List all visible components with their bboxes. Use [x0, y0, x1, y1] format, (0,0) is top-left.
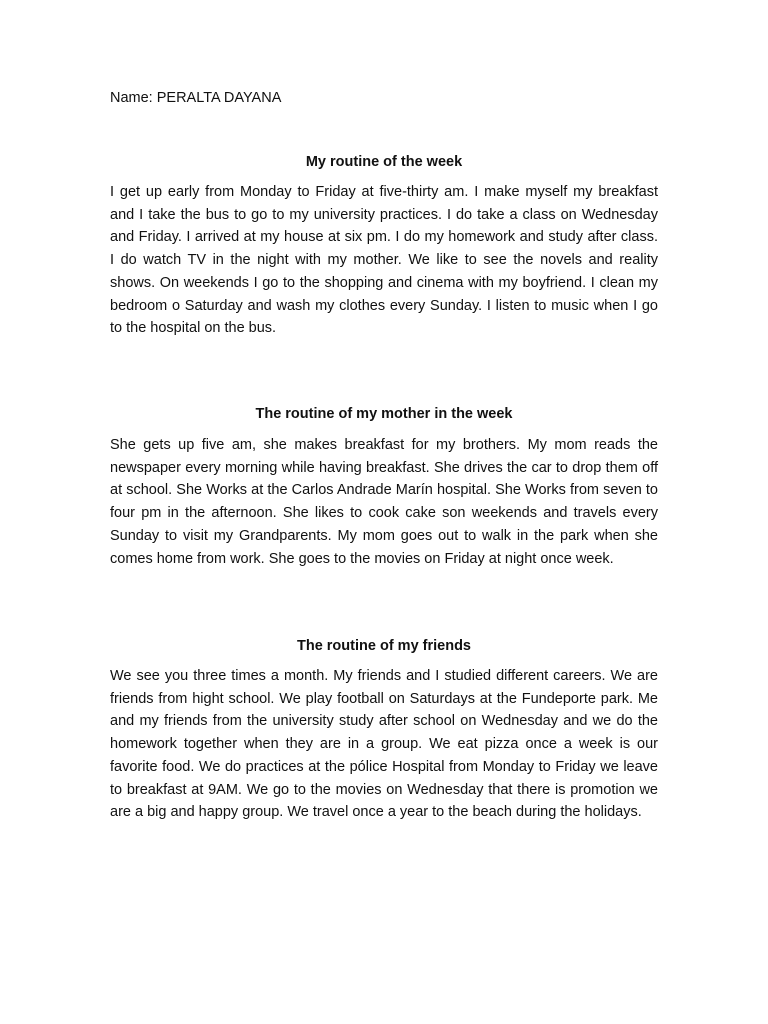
student-name: Name: PERALTA DAYANA	[110, 90, 282, 106]
section-body-my-routine: I get up early from Monday to Friday at five-thirty am. I make myself my breakfast and I take the bus to go to my university practices. I do take a class on Wednesday and Friday. I arrived at my house at six pm. I do my homework and study after class. I do watch TV in the night with my mother. We like to see the novels and reality shows. On weekends I go to the shopping and cinema with my boyfriend. I clean my bedroom o Saturday and wash my clothes every Sunday. I listen to music when I go to the hospital on the bus.	[110, 184, 658, 337]
section-heading-mother-routine: The routine of my mother in the week	[255, 406, 513, 422]
section-heading-friends-routine: The routine of my friends	[296, 638, 471, 654]
section-body-mother-routine: She gets up five am, she makes breakfast for my brothers. My mom reads the newspaper every morning while having breakfast. She drives the car to drop them off at school. She Works at the Carlos Andrade Marín hospital. She Works from seven to four pm in the afternoon. She likes to cook cake son weekends and travels every Sunday to visit my Grandparents. My mom goes out to walk in the park when she comes home from work. She goes to the movies on Friday at night once week.	[110, 437, 658, 567]
section-body-friends-routine: We see you three times a month. My friends and I studied different careers. We are friends from hight school. We play football on Saturdays at the Fundeporte park. Me and my friends from the university study after school on Wednesday and we do the homework together when they are in a group. We eat pizza once a week is our favorite food. We do practices at the pólice Hospital from Monday to Friday we leave to breakfast at 9AM. We go to the movies on Wednesday that there is promotion we are a big and happy group. We travel once a year to the beach during the holidays.	[110, 668, 658, 821]
section-heading-my-routine: My routine of the week	[305, 154, 463, 170]
